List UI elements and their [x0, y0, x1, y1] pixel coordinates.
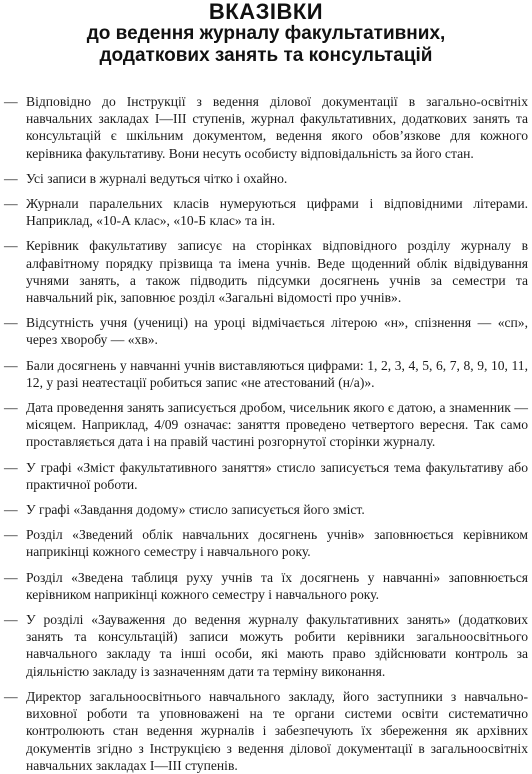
list-item [4, 93, 528, 162]
list-item [4, 357, 528, 391]
dash-bullet: — [4, 527, 18, 543]
list-item-text: У графі «Завдання додому» стисло записується його зміст. [26, 502, 365, 518]
dash-bullet: — [4, 459, 18, 475]
list-item-text: У графі «Зміст факультативного заняття» стисло записується тема факультативу або практичної роботи. [26, 459, 528, 492]
list-item [4, 501, 528, 518]
list-item [4, 569, 528, 603]
dash-bullet: — [4, 502, 18, 518]
list-item-text: Бали досягнень у навчанні учнів виставляються цифрами: 1, 2, 3, 4, 5, 6, 7, 8, 9, 10, 11, 12, у разі неатестації робиться запис «не атестований (н/а)». [26, 357, 528, 390]
instructions-list [4, 93, 528, 774]
page-subtitle-line-2: додаткових занять та консультацій [99, 45, 433, 66]
dash-bullet: — [4, 94, 18, 109]
list-item [4, 459, 528, 493]
list-item [4, 195, 528, 229]
document-header [4, 1, 528, 67]
list-item-text: У розділі «Зауваження до ведення журналу факультативних занять» (додаткових занять та консультацій) записи можуть робити керівники загальноосвітнього навчального закладу та інші особи, які мають право здійснювати контроль за діяльністю закладу із зазначенням дати та терміну виконання. [26, 612, 528, 679]
list-item-text: Розділ «Зведена таблиця руху учнів та їх досягнень у навчанні» заповнюється керівником наприкінці кожного семестру і навчального року. [26, 569, 528, 602]
list-item [4, 170, 528, 187]
list-item-text: Відсутність учня (учениці) на уроці відмічається літерою «н», спізнення — «сп», через хворобу — «хв». [26, 315, 528, 348]
list-item [4, 237, 528, 306]
list-item [4, 611, 528, 680]
dash-bullet: — [4, 238, 18, 254]
list-item-text: Відповідно до Інструкції з ведення ділової документації в загально-освітніх навчальних закладах I—III ступенів, журнал факультативних, додаткових занять та консультацій є шкільним документом, ведення якого обов’язкове для кожного керівника факультативу. Вони несуть особисту відповідальність за його стан. [26, 94, 528, 161]
dash-bullet: — [4, 569, 18, 585]
list-item [4, 688, 528, 774]
list-item [4, 526, 528, 560]
page-subtitle-line-1: до ведення журналу факультативних, [86, 23, 446, 44]
dash-bullet: — [4, 612, 18, 628]
list-item [4, 399, 528, 451]
list-item-text: Керівник факультативу записує на сторінках відповідного розділу журналу в алфавітному порядку прізвища та імена учнів. Веде щоденний облік відвідування учнями занять, а також підводить підсумки досягнень учнів за семестри та навчальний рік, заповнює розділ «Загальні відомості про учнів». [26, 238, 528, 306]
list-item-text: Дата проведення занять записується дробом, чисельник якого є датою, а знаменник — місяцем. Наприклад, 4/09 означає: заняття проведено четвертого вересня. Так само проставляється дата і на правій частині розгорнутої сторінки журналу. [26, 400, 528, 450]
page-title: ВКАЗІВКИ [208, 0, 324, 24]
list-item-text: Директор загальноосвітнього навчального закладу, його заступники з навчально-виховної роботи та уповноважені на те органи системи освіти систематично контролюють стан ведення журналів і забезпечують їх збереження як архівних документів згідно з Інструкцією з ведення ділової документації в загальноосвітніх навчальних закладах I—III ступенів. [26, 688, 528, 773]
dash-bullet: — [4, 170, 18, 186]
dash-bullet: — [4, 400, 18, 416]
list-item [4, 314, 528, 348]
dash-bullet: — [4, 357, 18, 373]
dash-bullet: — [4, 688, 18, 704]
list-item-text: Усі записи в журналі ведуться чітко і охайно. [26, 170, 288, 186]
dash-bullet: — [4, 315, 18, 331]
list-item-text: Журнали паралельних класів нумеруються цифрами і відповідними літерами. Наприклад, «10-А клас», «10-Б клас» та ін. [26, 196, 528, 229]
dash-bullet: — [4, 196, 18, 212]
list-item-text: Розділ «Зведений облік навчальних досягнень учнів» заповнюється керівником наприкінці кожного семестру і навчального року. [26, 527, 528, 560]
